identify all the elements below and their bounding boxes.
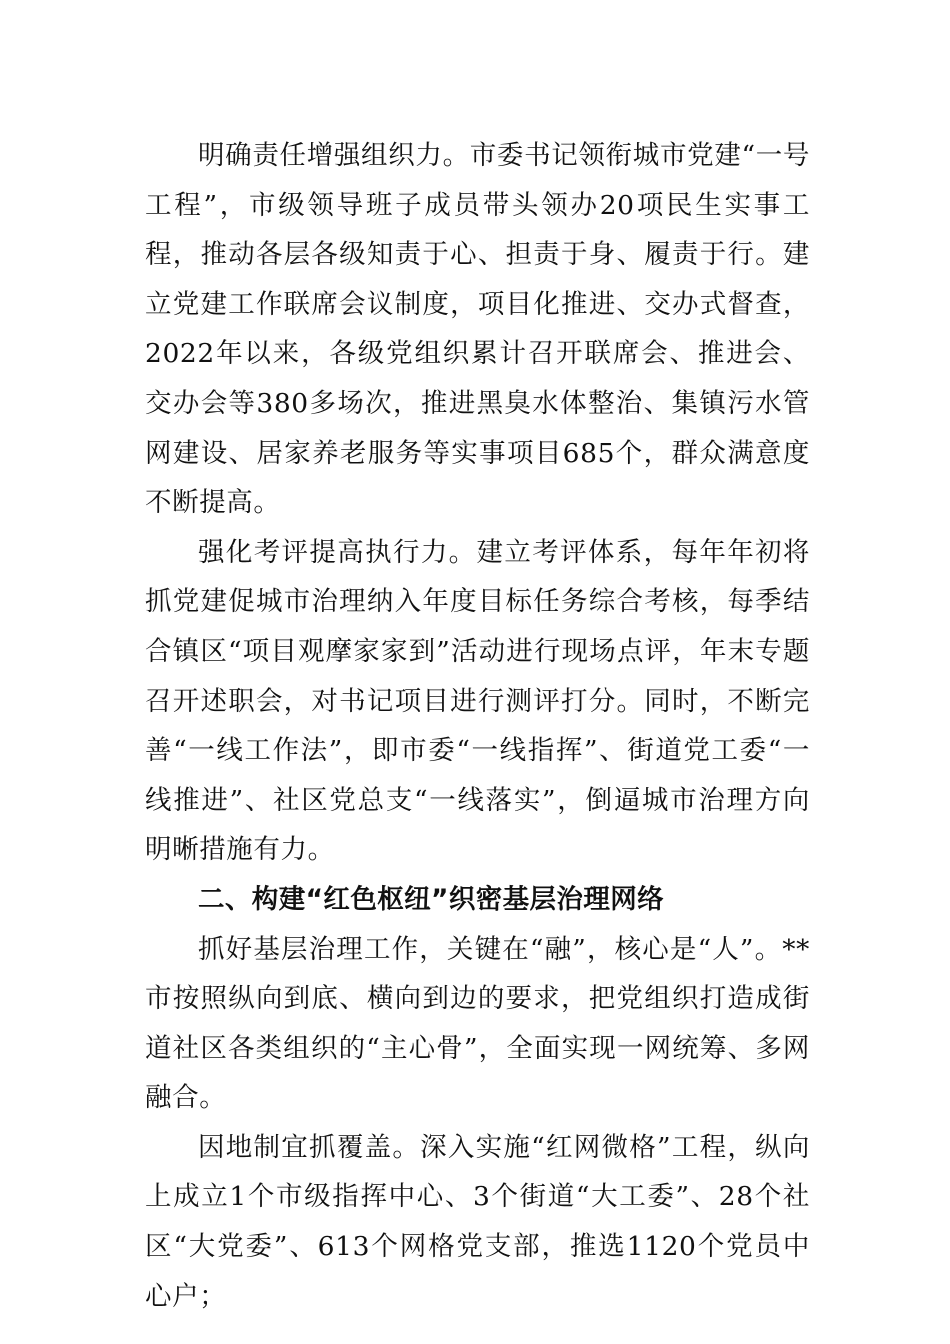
paragraph-grassroots: 抓好基层治理工作，关键在“融”，核心是“人”。**市按照纵向到底、横向到边的要求，把党组织打造成街道社区各类组织的“主心骨”，全面实现一网统筹、多网融合。: [145, 933, 810, 1114]
paragraph-evaluation: 强化考评提高执行力。建立考评体系，每年年初将抓党建促城市治理纳入年度目标任务综合考核，每季结合镇区“项目观摩家家到”活动进行现场点评，年末专题召开述职会，对书记项目进行测评打分。同时，不断完善“一线工作法”，即市委“一线指挥”、街道党工委“一线推进”、社区党总支“一线落实”，倒逼城市治理方向明晰措施有力。: [145, 536, 810, 866]
section-heading: 二、构建“红色枢纽”织密基层治理网络: [198, 883, 665, 915]
document-body: [145, 131, 810, 1321]
paragraph-coverage: 因地制宜抓覆盖。深入实施“红网微格”工程，纵向上成立1个市级指挥中心、3个街道“大工委”、28个社区“大党委”、613个网格党支部，推选1120个党员中心户；: [145, 1131, 810, 1312]
paragraph-responsibility: 明确责任增强组织力。市委书记领衔城市党建“一号工程”，市级领导班子成员带头领办20项民生实事工程，推动各层各级知责于心、担责于身、履责于行。建立党建工作联席会议制度，项目化推进、交办式督查，2022年以来，各级党组织累计召开联席会、推进会、交办会等380多场次，推进黑臭水体整治、集镇污水管网建设、居家养老服务等实事项目685个，群众满意度不断提高。: [145, 140, 810, 519]
